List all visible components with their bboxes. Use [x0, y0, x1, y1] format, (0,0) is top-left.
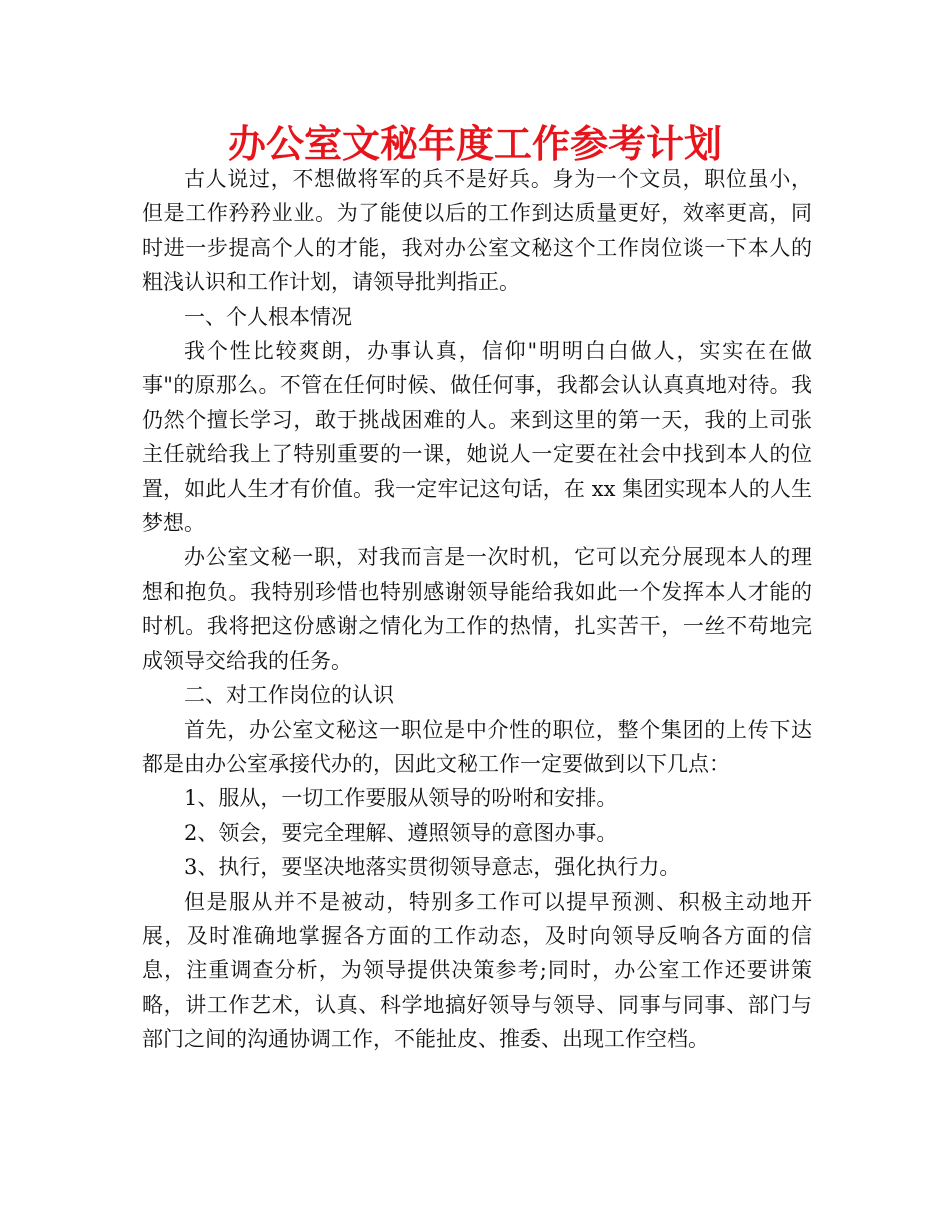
list-item-obey: 1、服从，一切工作要服从领导的吩咐和安排。 — [184, 786, 618, 811]
paragraph-personality: 我个性比较爽朗，办事认真，信仰"明明白白做人，实实在在做事"的原那么。不管在任何时候、做任何事，我都会认认真真地对待。我仍然个擅长学习，敢于挑战困难的人。来到这里的第一天，我的上司张主任就给我上了特别重要的一课，她说人一定要在社会中找到本人的位置，如此人生才有价值。我一定牢记这句话，在 xx 集团实现本人的人生梦想。 — [142, 339, 812, 536]
paragraph-intro: 古人说过，不想做将军的兵不是好兵。身为一个文员，职位虽小，但是工作矜矜业业。为了能使以后的工作到达质量更好，效率更高，同时进一步提高个人的才能，我对办公室文秘这个工作岗位谈一下本人的粗浅认识和工作计划，请领导批判指正。 — [142, 167, 812, 295]
document-body — [142, 162, 812, 1057]
paragraph-opportunity: 办公室文秘一职，对我而言是一次时机，它可以充分展现本人的理想和抱负。我特别珍惜也特别感谢领导能给我如此一个发挥本人才能的时机。我将把这份感谢之情化为工作的热情，扎实苦干，一丝不苟地完成领导交给我的任务。 — [142, 545, 812, 673]
list-item-understand: 2、领会，要完全理解、遵照领导的意图办事。 — [184, 820, 618, 845]
section-heading-2: 二、对工作岗位的认识 — [184, 683, 394, 708]
section-heading-1: 一、个人根本情况 — [184, 304, 352, 329]
paragraph-role: 首先，办公室文秘这一职位是中介性的职位，整个集团的上传下达都是由办公室承接代办的，因此文秘工作一定要做到以下几点： — [142, 717, 812, 776]
paragraph-initiative: 但是服从并不是被动，特别多工作可以提早预测、积极主动地开展，及时准确地掌握各方面的工作动态，及时向领导反响各方面的信息，注重调查分析，为领导提供决策参考;同时，办公室工作还要讲策略，讲工作艺术，认真、科学地搞好领导与领导、同事与同事、部门与部门之间的沟通协调工作，不能扯皮、推委、出现工作空档。 — [142, 889, 812, 1052]
list-item-execute: 3、执行，要坚决地落实贯彻领导意志，强化执行力。 — [184, 855, 681, 880]
document-title: 办公室文秘年度工作参考计划 — [227, 122, 722, 166]
